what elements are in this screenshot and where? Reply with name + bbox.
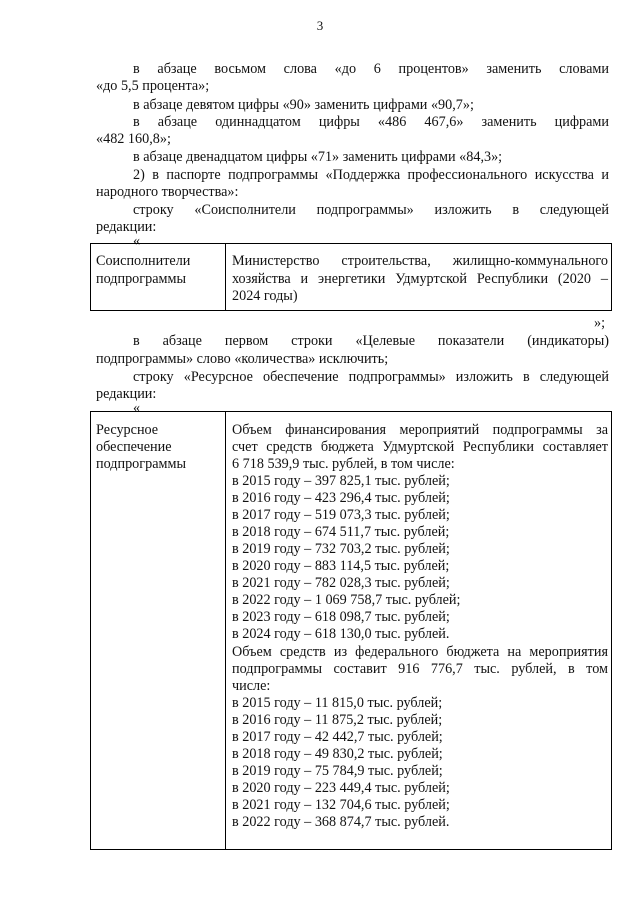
table-label: Соисполнители [96, 253, 191, 269]
table-value-cell [226, 244, 611, 310]
table-label: Ресурсное [96, 422, 159, 438]
table-value-line: в 2015 году – 397 825,1 тыс. рублей; [232, 473, 450, 489]
table-value-line: в 2019 году – 75 784,9 тыс. рублей; [232, 763, 443, 779]
quote-close: »; [594, 315, 606, 331]
table-value-line: в 2021 году – 132 704,6 тыс. рублей; [232, 797, 450, 813]
table-label: обеспечение [96, 439, 172, 455]
paragraph-line: строку «Ресурсное обеспечение подпрограммы» изложить в следующей [133, 369, 609, 385]
resource-table [90, 411, 612, 850]
paragraph-line: в абзаце одиннадцатом цифры «486 467,6» заменить цифрами [133, 114, 609, 130]
table-value-line: 2024 годы) [232, 288, 298, 304]
table-label-cell [91, 244, 224, 310]
paragraph-line: 2) в паспорте подпрограммы «Поддержка профессионального искусства и [133, 167, 609, 183]
table-value-line: в 2024 году – 618 130,0 тыс. рублей. [232, 626, 450, 642]
table-label-cell [91, 412, 224, 849]
table-value-line: в 2017 году – 519 073,3 тыс. рублей; [232, 507, 450, 523]
paragraph-line: редакции: [96, 386, 157, 402]
table-value-line: в 2021 году – 782 028,3 тыс. рублей; [232, 575, 450, 591]
table-value-line: Объем финансирования мероприятий подпрограммы за [232, 422, 608, 438]
table-value-line: в 2019 году – 732 703,2 тыс. рублей; [232, 541, 450, 557]
table-value-line: в 2022 году – 368 874,7 тыс. рублей. [232, 814, 450, 830]
paragraph-line: подпрограммы» слово «количества» исключить; [96, 351, 389, 367]
table-value-cell [226, 412, 611, 849]
table-value-line: 6 718 539,9 тыс. рублей, в том числе: [232, 456, 455, 472]
page-number: 3 [316, 18, 324, 33]
table-value-line: в 2017 году – 42 442,7 тыс. рублей; [232, 729, 443, 745]
table-value-line: в 2015 году – 11 815,0 тыс. рублей; [232, 695, 443, 711]
paragraph-line: «482 160,8»; [96, 131, 171, 147]
table-value-line: подпрограммы составит 916 776,7 тыс. рублей, в том [232, 661, 608, 677]
table-value-line: Объем средств из федерального бюджета на мероприятия [232, 644, 608, 660]
paragraph-line: «до 5,5 процента»; [96, 78, 210, 94]
table-value-line: в 2020 году – 883 114,5 тыс. рублей; [232, 558, 450, 574]
coexecutors-table [90, 243, 612, 311]
paragraph-line: в абзаце девятом цифры «90» заменить цифрами «90,7»; [133, 97, 474, 113]
paragraph-line: в абзаце восьмом слова «до 6 процентов» заменить словами [133, 61, 609, 77]
table-value-line: в 2018 году – 49 830,2 тыс. рублей; [232, 746, 443, 762]
table-value-line: в 2016 году – 11 875,2 тыс. рублей; [232, 712, 443, 728]
table-label: подпрограммы [96, 271, 186, 287]
table-value-line: Министерство строительства, жилищно-коммунального [232, 253, 608, 269]
table-label: подпрограммы [96, 456, 186, 472]
paragraph-line: в абзаце первом строки «Целевые показатели (индикаторы) [133, 333, 609, 349]
table-value-line: счет средств бюджета Удмуртской Республики составляет [232, 439, 608, 455]
table-value-line: в 2018 году – 674 511,7 тыс. рублей; [232, 524, 450, 540]
table-value-line: хозяйства и энергетики Удмуртской Республики (2020 – [232, 271, 608, 287]
table-value-line: в 2016 году – 423 296,4 тыс. рублей; [232, 490, 450, 506]
quote-open: « [133, 400, 141, 416]
table-value-line: в 2022 году – 1 069 758,7 тыс. рублей; [232, 592, 461, 608]
table-value-line: числе: [232, 678, 271, 694]
table-value-line: в 2020 году – 223 449,4 тыс. рублей; [232, 780, 450, 796]
paragraph-line: строку «Соисполнители подпрограммы» изложить в следующей [133, 202, 609, 218]
quote-open: « [133, 233, 141, 249]
paragraph-line: в абзаце двенадцатом цифры «71» заменить цифрами «84,3»; [133, 149, 503, 165]
table-value-line: в 2023 году – 618 098,7 тыс. рублей; [232, 609, 450, 625]
paragraph-line: редакции: [96, 219, 157, 235]
paragraph-line: народного творчества»: [96, 184, 239, 200]
